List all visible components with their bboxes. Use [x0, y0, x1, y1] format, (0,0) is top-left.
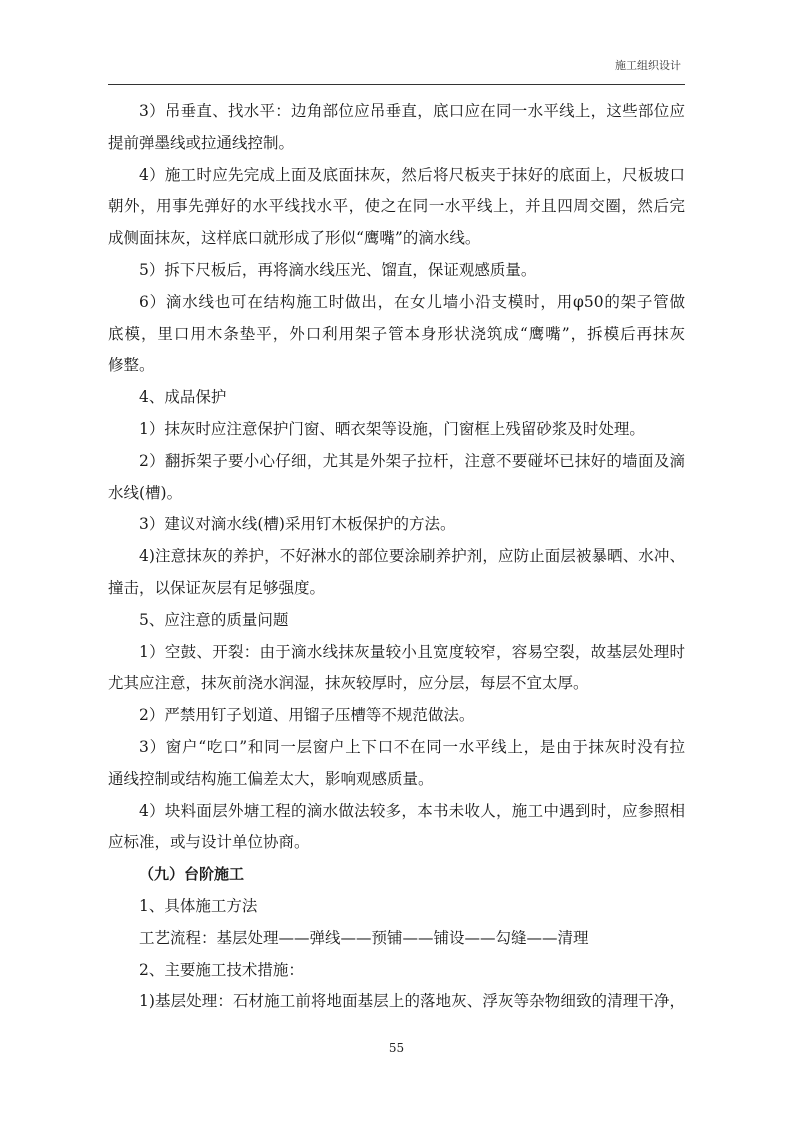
paragraph	[108, 287, 685, 382]
paragraph	[108, 414, 685, 446]
section-heading	[108, 605, 685, 637]
paragraph	[108, 446, 685, 510]
paragraph	[108, 796, 685, 860]
text-line: 1、具体施工方法	[139, 896, 258, 915]
text-line: 3）窗户“吃口”和同一层窗户上下口不在同一水平线上，是由于抹灰时没有拉	[139, 737, 685, 756]
text-line: 水线(槽)。	[108, 483, 183, 502]
text-line: 工艺流程：基层处理——弹线——预铺——铺设——勾缝——清理	[139, 928, 589, 947]
paragraph	[108, 541, 685, 605]
text-line: 撞击，以保证灰层有足够强度。	[108, 578, 326, 597]
section-heading	[108, 955, 685, 987]
text-line: 4)注意抹灰的养护，不好淋水的部位要涂刷养护剂，应防止面层被暴晒、水冲、	[139, 547, 685, 566]
paragraph	[108, 509, 685, 541]
page-header	[108, 0, 685, 85]
text-line: 2）翻拆架子要小心仔细，尤其是外架子拉杆，注意不要碰坏已抹好的墙面及滴	[139, 451, 685, 470]
text-line: 朝外，用事先弹好的水平线找水平，使之在同一水平线上，并且四周交圈，然后完	[108, 197, 685, 216]
text-line: 修整。	[108, 356, 155, 375]
page-number: 55	[388, 1041, 405, 1055]
paragraph	[108, 255, 685, 287]
text-line: 应标准，或与设计单位协商。	[108, 833, 310, 852]
paragraph	[108, 700, 685, 732]
paragraph	[108, 160, 685, 255]
text-line: 1）抹灰时应注意保护门窗、晒衣架等设施，门窗框上残留砂浆及时处理。	[139, 419, 645, 438]
text-line: 成侧面抹灰，这样底口就形成了形似“鹰嘴”的滴水线。	[108, 229, 481, 248]
section-heading	[108, 891, 685, 923]
document-body	[108, 96, 685, 1018]
text-line: 5）拆下尺板后，再将滴水线压光、馏直，保证观感质量。	[139, 260, 537, 279]
text-line: 4）块料面层外塘工程的滴水做法较多，本书未收人，施工中遇到时，应参照相	[139, 801, 685, 820]
text-line: 3）建议对滴水线(槽)采用钉木板保护的方法。	[139, 515, 456, 534]
chapter-heading	[108, 859, 685, 891]
text-line: 2、主要施工技术措施：	[139, 960, 304, 979]
text-line: 6）滴水线也可在结构施工时做出，在女儿墙小沿支模时，用φ50的架子管做	[139, 292, 685, 311]
paragraph	[108, 96, 685, 160]
text-line: 1）空鼓、开裂：由于滴水线抹灰量较小且宽度较窄，容易空裂，故基层处理时	[139, 642, 685, 661]
paragraph	[108, 986, 685, 1018]
text-line: （九）台阶施工	[139, 865, 245, 884]
paragraph	[108, 637, 685, 701]
text-line: 尤其应注意，抹灰前浇水润湿，抹灰较厚时，应分层，每层不宜太厚。	[108, 674, 589, 693]
text-line: 4、成品保护	[139, 388, 227, 407]
header-title: 施工组织设计	[615, 59, 681, 72]
text-line: 5、应注意的质量问题	[139, 610, 289, 629]
paragraph	[108, 923, 685, 955]
text-line: 3）吊垂直、找水平：边角部位应吊垂直，底口应在同一水平线上，这些部位应	[139, 102, 685, 120]
text-line: 通线控制或结构施工偏差太大，影响观感质量。	[108, 769, 434, 788]
section-heading	[108, 382, 685, 414]
text-line: 2）严禁用钉子划道、用镏子压槽等不规范做法。	[139, 706, 475, 725]
paragraph	[108, 732, 685, 796]
text-line: 1)基层处理：石材施工前将地面基层上的落地灰、浮灰等杂物细致的清理干净，	[139, 992, 685, 1011]
text-line: 提前弹墨线或拉通线控制。	[108, 133, 295, 152]
text-line: 底模，里口用木条垫平，外口利用架子管本身形状浇筑成“鹰嘴”，拆模后再抹灰	[108, 324, 685, 343]
text-line: 4）施工时应先完成上面及底面抹灰，然后将尺板夹于抹好的底面上，尺板坡口	[139, 165, 685, 184]
